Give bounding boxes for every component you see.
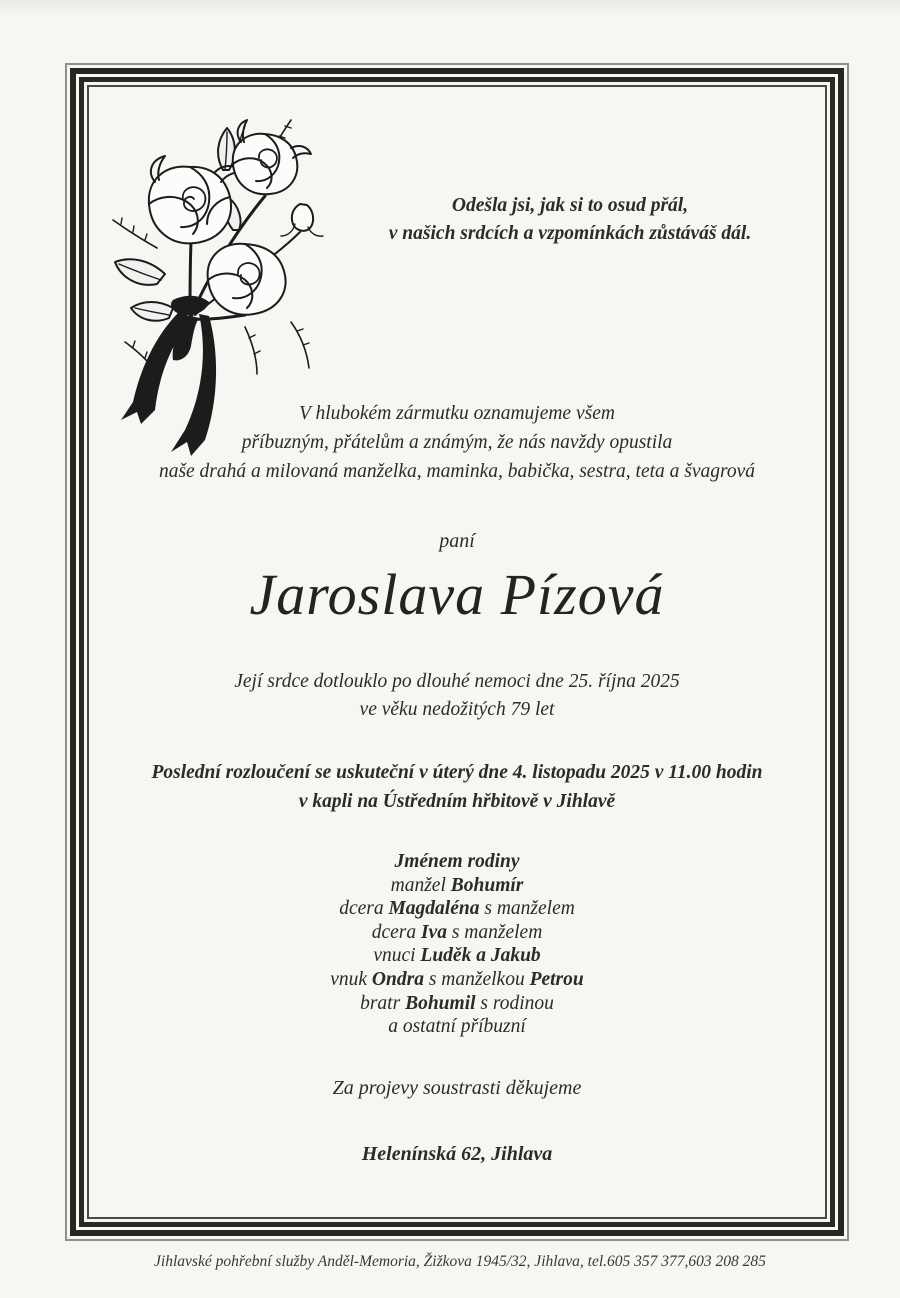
- funeral-home-footer: Jihlavské pohřební služby Anděl-Memoria, Žižkova 1945/32, Jihlava, tel.605 357 377,603 208 285: [154, 1253, 766, 1270]
- announcement-line2: příbuzným, přátelům a známým, že nás navždy opustila: [241, 432, 673, 453]
- memorial-quote-line2: v našich srdcích a vzpomínkách zůstáváš dál.: [388, 223, 752, 244]
- condolence-thanks: Za projevy soustrasti děkujeme: [332, 1077, 582, 1099]
- scan-shading: [0, 0, 900, 16]
- family-line-daughter2: dcera Iva s manželem: [371, 921, 543, 943]
- announcement-line1: V hlubokém zármutku oznamujeme všem: [299, 403, 615, 424]
- family-list: [65, 850, 849, 1039]
- family-line-husband: manžel Bohumír: [390, 874, 524, 896]
- announcement-line3: naše drahá a milovaná manželka, maminka, babička, sestra, teta a švagrová: [158, 461, 756, 482]
- family-address: Helenínská 62, Jihlava: [361, 1143, 553, 1165]
- memorial-quote: [330, 192, 810, 248]
- death-age-line: ve věku nedožitých 79 let: [359, 699, 555, 720]
- family-line-other-relatives: a ostatní příbuzní: [388, 1016, 526, 1038]
- family-line-brother: bratr Bohumil s rodinou: [360, 992, 554, 1014]
- ceremony-line2: v kapli na Ústředním hřbitově v Jihlavě: [298, 791, 616, 812]
- announcement-text: [65, 399, 849, 486]
- family-line-grandsons: vnuci Luděk a Jakub: [373, 945, 541, 967]
- honorific: paní: [439, 530, 475, 552]
- family-heading: Jménem rodiny: [394, 851, 520, 872]
- death-details: [65, 668, 849, 724]
- deceased-name: Jaroslava Pízová: [249, 562, 665, 627]
- family-line-daughter1: dcera Magdaléna s manželem: [339, 898, 575, 920]
- memorial-quote-line1: Odešla jsi, jak si to osud přál,: [451, 195, 689, 216]
- ceremony-line1: Poslední rozloučení se uskuteční v úterý dne 4. listopadu 2025 v 11.00 hodin: [151, 762, 763, 783]
- death-date-line: Její srdce dotlouklo po dlouhé nemoci dne 25. října 2025: [234, 671, 680, 692]
- ceremony-details: [65, 758, 849, 816]
- family-line-grandson-wife: vnuk Ondra s manželkou Petrou: [330, 968, 584, 990]
